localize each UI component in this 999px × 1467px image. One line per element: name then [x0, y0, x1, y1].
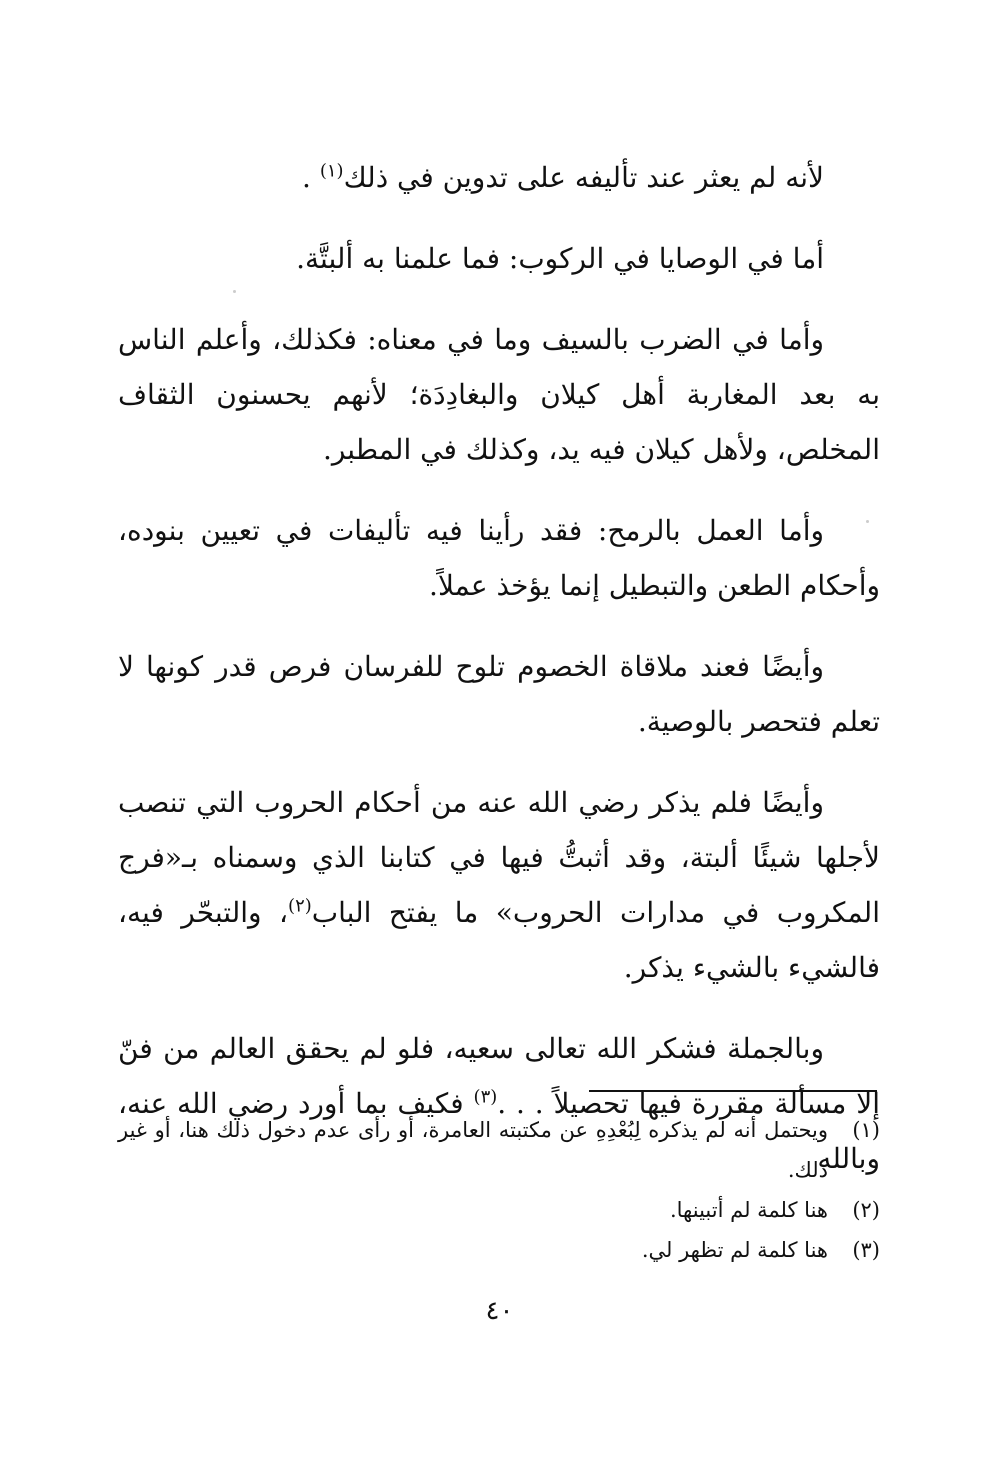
paragraph-text: وأما العمل بالرمح: فقد رأينا فيه تأليفات في تعيين بنوده، وأحكام الطعن والتبطيل إنما يؤخذ عملاً.: [118, 514, 880, 602]
paragraph-text: .: [302, 161, 320, 194]
paragraph: [118, 639, 880, 749]
paragraph-text: فكيف بما أورد رضي الله عنه، وبالله: [118, 1087, 880, 1175]
paragraph: [118, 150, 880, 205]
paragraph-text: وبالجملة فشكر الله تعالى سعيه، فلو لم يحقق العالم من فنّ إلا مسألة مقررة فيها تحصيلاً . . .: [118, 1032, 880, 1120]
footnote-1: [118, 1110, 880, 1190]
page-number: ٤٠: [485, 1296, 514, 1326]
footnotes: [118, 1110, 880, 1270]
footnote-ref-3: (٣): [473, 1086, 498, 1108]
footnote-text: هنا كلمة لم أتبينها.: [669, 1198, 828, 1222]
paragraph-text: وأيضًا فعند ملاقاة الخصوم تلوح للفرسان فرص قدر كونها لا تعلم فتحصر بالوصية.: [118, 650, 880, 738]
paragraph-text: أما في الوصايا في الركوب: فما علمنا به ألبتَّة.: [296, 242, 824, 275]
footnote-ref-2: (٢): [288, 895, 312, 917]
paragraph-text: ، والتبحّر فيه، فالشيء بالشيء يذكر.: [118, 896, 880, 984]
footnote-3: [118, 1230, 880, 1270]
paragraph: [118, 231, 880, 286]
footnote-separator: [589, 1090, 877, 1092]
footnote-number: (٢): [852, 1198, 880, 1222]
paragraph: [118, 775, 880, 995]
footnote-2: [118, 1190, 880, 1230]
paragraph-text: لأنه لم يعثر عند تأليفه على تدوين في ذلك: [343, 161, 824, 194]
footnote-ref-1: (١): [319, 160, 344, 182]
footnote-number: (١): [852, 1118, 880, 1142]
footnote-text: هنا كلمة لم تظهر لي.: [641, 1238, 828, 1262]
paragraph: [118, 312, 880, 477]
scan-speck: [233, 290, 236, 293]
main-text: [118, 150, 880, 1212]
paragraph-text: وأيضًا فلم يذكر رضي الله عنه من أحكام الحروب التي تنصب لأجلها شيئًا ألبتة، وقد أثبتُّ فيها في كتابنا الذي وسمناه بـ«فرج المكروب في مدارات الحروب» ما يفتح الباب: [118, 786, 880, 929]
footnote-text: ويحتمل أنه لم يذكره لِبُعْدِهِ عن مكتبته العامرة، أو رأى عدم دخول ذلك هنا، أو غير ذلك.: [118, 1118, 828, 1182]
scan-speck: [866, 520, 869, 523]
paragraph: [118, 503, 880, 613]
footnote-number: (٣): [852, 1238, 880, 1262]
paragraph-text: وأما في الضرب بالسيف وما في معناه: فكذلك، وأعلم الناس به بعد المغاربة أهل كيلان والبغادِدَة؛ لأنهم يحسنون الثقاف المخلص، ولأهل كيلان فيه يد، وكذلك في المطبر.: [118, 323, 880, 466]
